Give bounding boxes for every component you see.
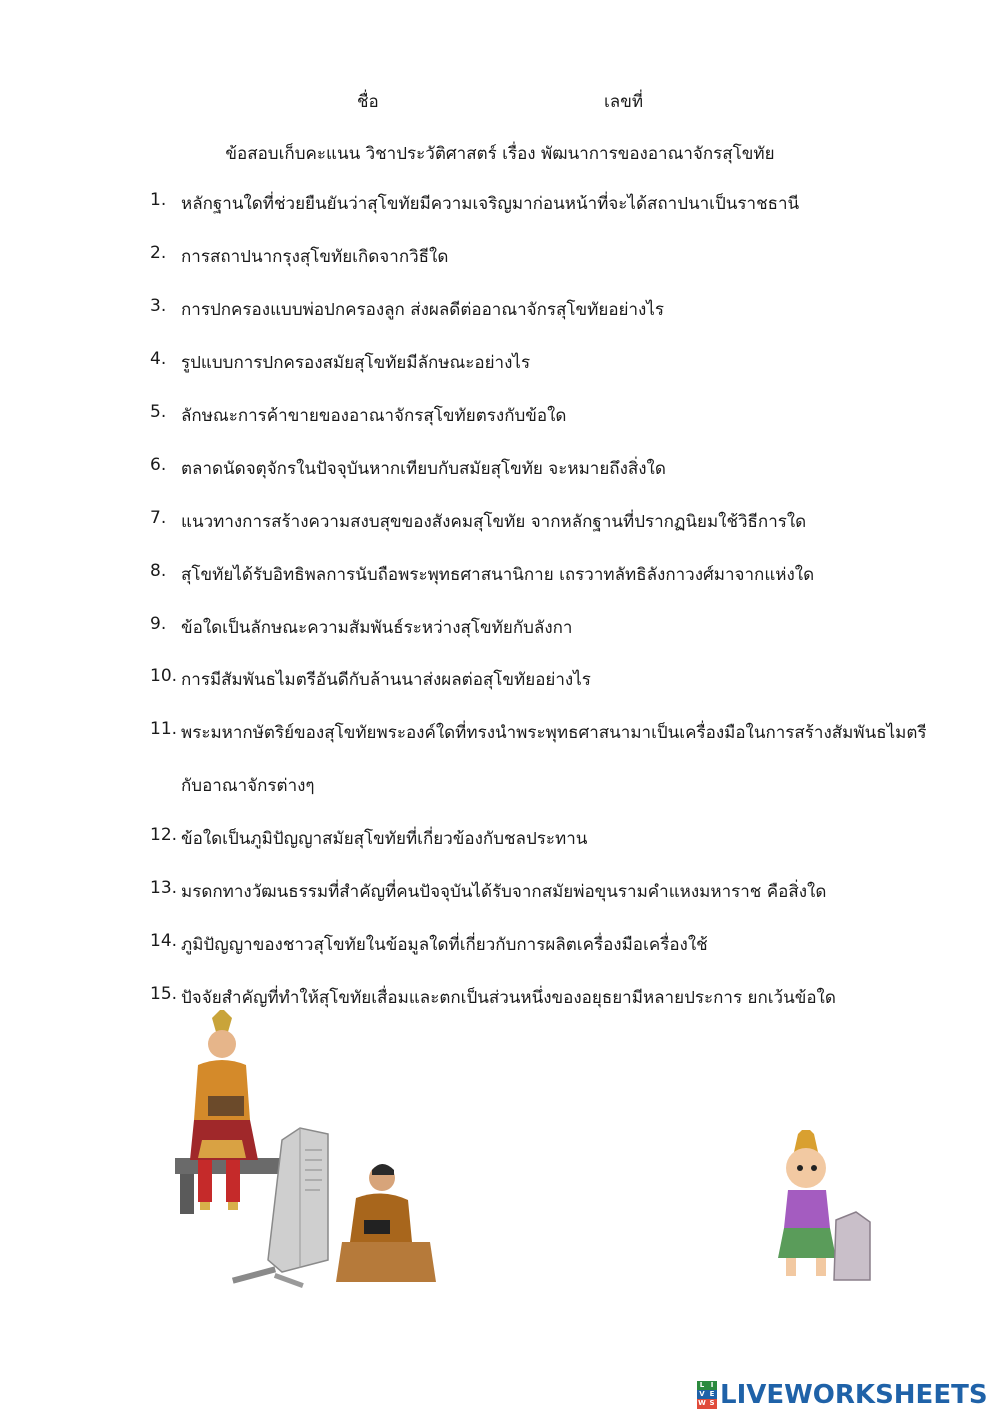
student-number-label: เลขที่ (604, 92, 644, 112)
question-item (150, 984, 836, 1011)
king-and-scribe-illustration (150, 1010, 450, 1310)
logo-mark-icon (697, 1381, 717, 1409)
logo-mark-letter: W (698, 1399, 706, 1407)
logo-mark-letter: I (707, 1381, 717, 1390)
question-text: แนวทางการสร้างความสงบสุขของสังคมสุโขทัย จากหลักฐานที่ปรากฏนิยมใช้วิธีการใด (181, 512, 807, 532)
question-text: ข้อใดเป็นภูมิปัญญาสมัยสุโขทัยที่เกี่ยวข้องกับชลประทาน (181, 829, 588, 849)
logo-mark-letter: L (697, 1381, 707, 1390)
logo-mark-letter: E (707, 1390, 717, 1399)
question-number: 10. (150, 666, 178, 686)
question-number: 11. (150, 719, 178, 739)
question-text: รูปแบบการปกครองสมัยสุโขทัยมีลักษณะอย่างไร (181, 353, 531, 373)
exam-title: ข้อสอบเก็บคะแนน วิชาประวัติศาสตร์ เรื่อง พัฒนาการของอาณาจักรสุโขทัย (225, 144, 775, 164)
thai-cartoon-character (758, 1130, 883, 1290)
question-text: หลักฐานใดที่ช่วยยืนยันว่าสุโขทัยมีความเจริญมาก่อนหน้าที่จะได้สถาปนาเป็นราชธานี (181, 194, 800, 214)
question-item (150, 931, 708, 958)
question-item (150, 878, 826, 905)
question-number: 4. (150, 349, 167, 369)
question-text: ตลาดนัดจตุจักรในปัจจุบันหากเทียบกับสมัยสุโขทัย จะหมายถึงสิ่งใด (181, 459, 666, 479)
question-item (150, 402, 566, 429)
king-figure (190, 1010, 258, 1210)
question-item (150, 561, 814, 588)
question-text: ปัจจัยสำคัญที่ทำให้สุโขทัยเสื่อมและตกเป็นส่วนหนึ่งของอยุธยามีหลายประการ ยกเว้นข้อใด (181, 988, 836, 1008)
question-number: 14. (150, 931, 178, 951)
question-item (150, 508, 806, 535)
question-text: มรดกทางวัฒนธรรมที่สำคัญที่คนปัจจุบันได้รับจากสมัยพ่อขุนรามคำแหงมหาราช คือสิ่งใด (181, 882, 827, 902)
question-number: 13. (150, 878, 178, 898)
question-number: 15. (150, 984, 178, 1004)
question-text: ข้อใดเป็นลักษณะความสัมพันธ์ระหว่างสุโขทัยกับลังกา (181, 618, 573, 638)
question-item (150, 614, 572, 641)
logo-mark-letter: V (697, 1390, 707, 1399)
question-text: พระมหากษัตริย์ของสุโขทัยพระองค์ใดที่ทรงนำพระพุทธศาสนามาเป็นเครื่องมือในการสร้างสัมพันธไมตรี (181, 723, 927, 743)
question-text: ภูมิปัญญาของชาวสุโขทัยในข้อมูลใดที่เกี่ยวกับการผลิตเครื่องมือเครื่องใช้ (181, 935, 708, 955)
question-continuation: กับอาณาจักรต่างๆ (181, 776, 315, 796)
liveworksheets-logo (697, 1378, 988, 1412)
scribe-figure (336, 1164, 436, 1282)
question-text: สุโขทัยได้รับอิทธิพลการนับถือพระพุทธศาสนานิกาย เถรวาทลัทธิลังกาวงศ์มาจากแห่งใด (181, 565, 815, 585)
question-number: 1. (150, 190, 167, 210)
question-number: 12. (150, 825, 178, 845)
question-item (150, 296, 664, 323)
question-item (150, 349, 530, 376)
question-number: 3. (150, 296, 167, 316)
question-item (150, 719, 927, 746)
question-number: 8. (150, 561, 167, 581)
stone-inscription-pillar (268, 1128, 328, 1272)
question-text: การสถาปนากรุงสุโขทัยเกิดจากวิธีใด (181, 247, 449, 267)
name-label: ชื่อ (357, 92, 379, 112)
question-number: 6. (150, 455, 167, 475)
question-item (150, 666, 591, 693)
question-item (150, 455, 666, 482)
cartoon-figure (778, 1130, 836, 1276)
question-item (150, 243, 448, 270)
question-number: 2. (150, 243, 167, 263)
question-item (150, 825, 587, 852)
logo-mark-letter: S (707, 1399, 717, 1409)
question-number: 7. (150, 508, 167, 528)
question-item (150, 190, 799, 217)
bench-leg (180, 1174, 194, 1214)
question-text: การปกครองแบบพ่อปกครองลูก ส่งผลดีต่ออาณาจักรสุโขทัยอย่างไร (181, 300, 665, 320)
small-inscription-stone (834, 1212, 870, 1280)
question-text: ลักษณะการค้าขายของอาณาจักรสุโขทัยตรงกับข้อใด (181, 406, 567, 426)
question-number: 9. (150, 614, 167, 634)
question-text: การมีสัมพันธไมตรีอันดีกับล้านนาส่งผลต่อสุโขทัยอย่างไร (181, 670, 591, 690)
logo-text: LIVEWORKSHEETS (720, 1380, 988, 1410)
question-number: 5. (150, 402, 167, 422)
